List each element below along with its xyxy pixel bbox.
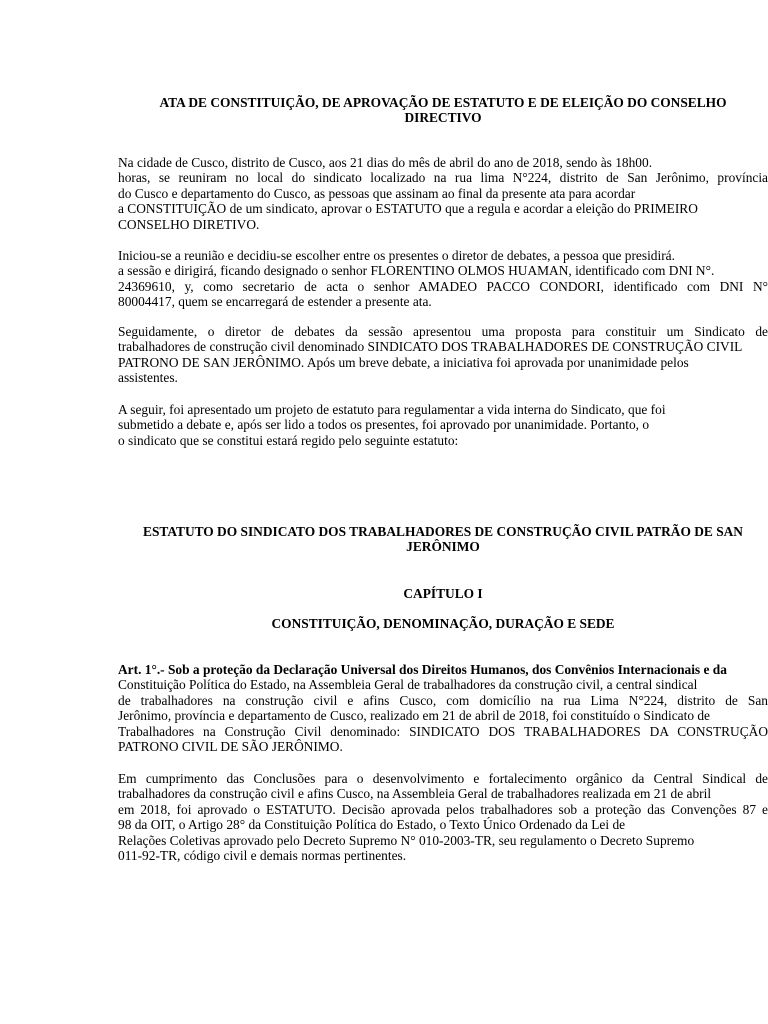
paragraph-line: Constituição Política do Estado, na Assembleia Geral de trabalhadores da construção civil, a central sindical <box>118 677 698 693</box>
paragraph-line: Em cumprimento das Conclusões para o desenvolvimento e fortalecimento orgânico da Central Sindical de <box>118 771 768 786</box>
paragraph-line: Jerônimo, província e departamento de Cusco, realizado em 21 de abril de 2018, foi constituído o Sindicato de <box>118 708 710 724</box>
chapter-subtitle <box>118 616 768 631</box>
paragraph-debate-director <box>118 248 768 310</box>
paragraph-line: a sessão e dirigirá, ficando designado o senhor FLORENTINO OLMOS HUAMAN, identificado com DNI N°. <box>118 263 715 279</box>
paragraph-statute-presented <box>118 402 768 448</box>
chapter-label: CAPÍTULO I <box>403 586 483 601</box>
paragraph-line: PATRONO CIVIL DE SÃO JERÔNIMO. <box>118 739 343 755</box>
paragraph-line: PATRONO DE SAN JERÔNIMO. Após um breve debate, a iniciativa foi aprovada por unanimidade pelos <box>118 354 689 370</box>
paragraph-opening <box>118 155 768 232</box>
title-line: JERÔNIMO <box>406 539 480 555</box>
paragraph-line: 80004417, quem se encarregará de estender a presente ata. <box>118 294 432 310</box>
paragraph-line: a CONSTITUIÇÃO de um sindicato, aprovar o ESTATUTO que a regula e acordar a eleição do PRIMEIRO <box>118 201 698 217</box>
paragraph-line: Na cidade de Cusco, distrito de Cusco, aos 21 dias do mês de abril do ano de 2018, sendo às 18h00. <box>118 155 653 170</box>
paragraph-line: o sindicato que se constitui estará regido pelo seguinte estatuto: <box>118 432 459 448</box>
paragraph-line: horas, se reuniram no local do sindicato localizado na rua lima N°224, distrito de San Jerônimo, província <box>118 170 768 186</box>
document-title <box>118 95 768 125</box>
chapter-subtitle-text: CONSTITUIÇÃO, DENOMINAÇÃO, DURAÇÃO E SEDE <box>271 616 615 631</box>
paragraph-fulfillment <box>118 771 768 863</box>
paragraph-line: de trabalhadores na construção civil e afins Cusco, com domicílio na rua Lima N°224, distrito de San <box>118 692 768 708</box>
paragraph-line: 24369610, y, como secretario de acta o senhor AMADEO PACCO CONDORI, identificado com DNI N° <box>118 278 768 294</box>
title-line: DIRECTIVO <box>404 110 482 126</box>
paragraph-line: submetido a debate e, após ser lido a todos os presentes, foi aprovado por unanimidade. Portanto, o <box>118 417 650 433</box>
paragraph-line: 011-92-TR, código civil e demais normas pertinentes. <box>118 848 407 864</box>
paragraph-line: em 2018, foi aprovado o ESTATUTO. Decisão aprovada pelos trabalhadores sob a proteção das Convenções 87 e <box>118 801 768 817</box>
paragraph-line: trabalhadores da construção civil e afins Cusco, na Assembleia Geral de trabalhadores realizada em 21 de abril <box>118 786 712 802</box>
statute-title <box>118 524 768 554</box>
article-lead: Art. 1°.- Sob a proteção da Declaração Universal dos Direitos Humanos, dos Convênios Internacionais e da <box>118 662 727 677</box>
paragraph-line: assistentes. <box>118 370 178 386</box>
title-line: ESTATUTO DO SINDICATO DOS TRABALHADORES DE CONSTRUÇÃO CIVIL PATRÃO DE SAN <box>143 524 743 539</box>
title-line: ATA DE CONSTITUIÇÃO, DE APROVAÇÃO DE ESTATUTO E DE ELEIÇÃO DO CONSELHO <box>159 95 727 110</box>
paragraph-line: trabalhadores de construção civil denominado SINDICATO DOS TRABALHADORES DE CONSTRUÇÃO CIVIL <box>118 339 743 355</box>
paragraph-proposal <box>118 324 768 386</box>
paragraph-line: A seguir, foi apresentado um projeto de estatuto para regulamentar a vida interna do Sindicato, que foi <box>118 402 666 417</box>
paragraph-line: Seguidamente, o diretor de debates da sessão apresentou uma proposta para constituir um Sindicato de <box>118 324 768 339</box>
paragraph-line: CONSELHO DIRETIVO. <box>118 216 260 232</box>
paragraph-line: do Cusco e departamento do Cusco, as pessoas que assinam ao final da presente ata para acordar <box>118 185 636 201</box>
paragraph-line: Trabalhadores na Construção Civil denominado: SINDICATO DOS TRABALHADORES DA CONSTRUÇÃO <box>118 723 768 739</box>
paragraph-line: Relações Coletivas aprovado pelo Decreto Supremo N° 010-2003-TR, seu regulamento o Decreto Supremo <box>118 832 695 848</box>
article-1 <box>118 662 768 754</box>
paragraph-line: Iniciou-se a reunião e decidiu-se escolher entre os presentes o diretor de debates, a pessoa que presidirá. <box>118 248 675 263</box>
chapter-heading <box>118 586 768 601</box>
paragraph-line: 98 da OIT, o Artigo 28° da Constituição Política do Estado, o Texto Único Ordenado da Lei de <box>118 817 626 833</box>
